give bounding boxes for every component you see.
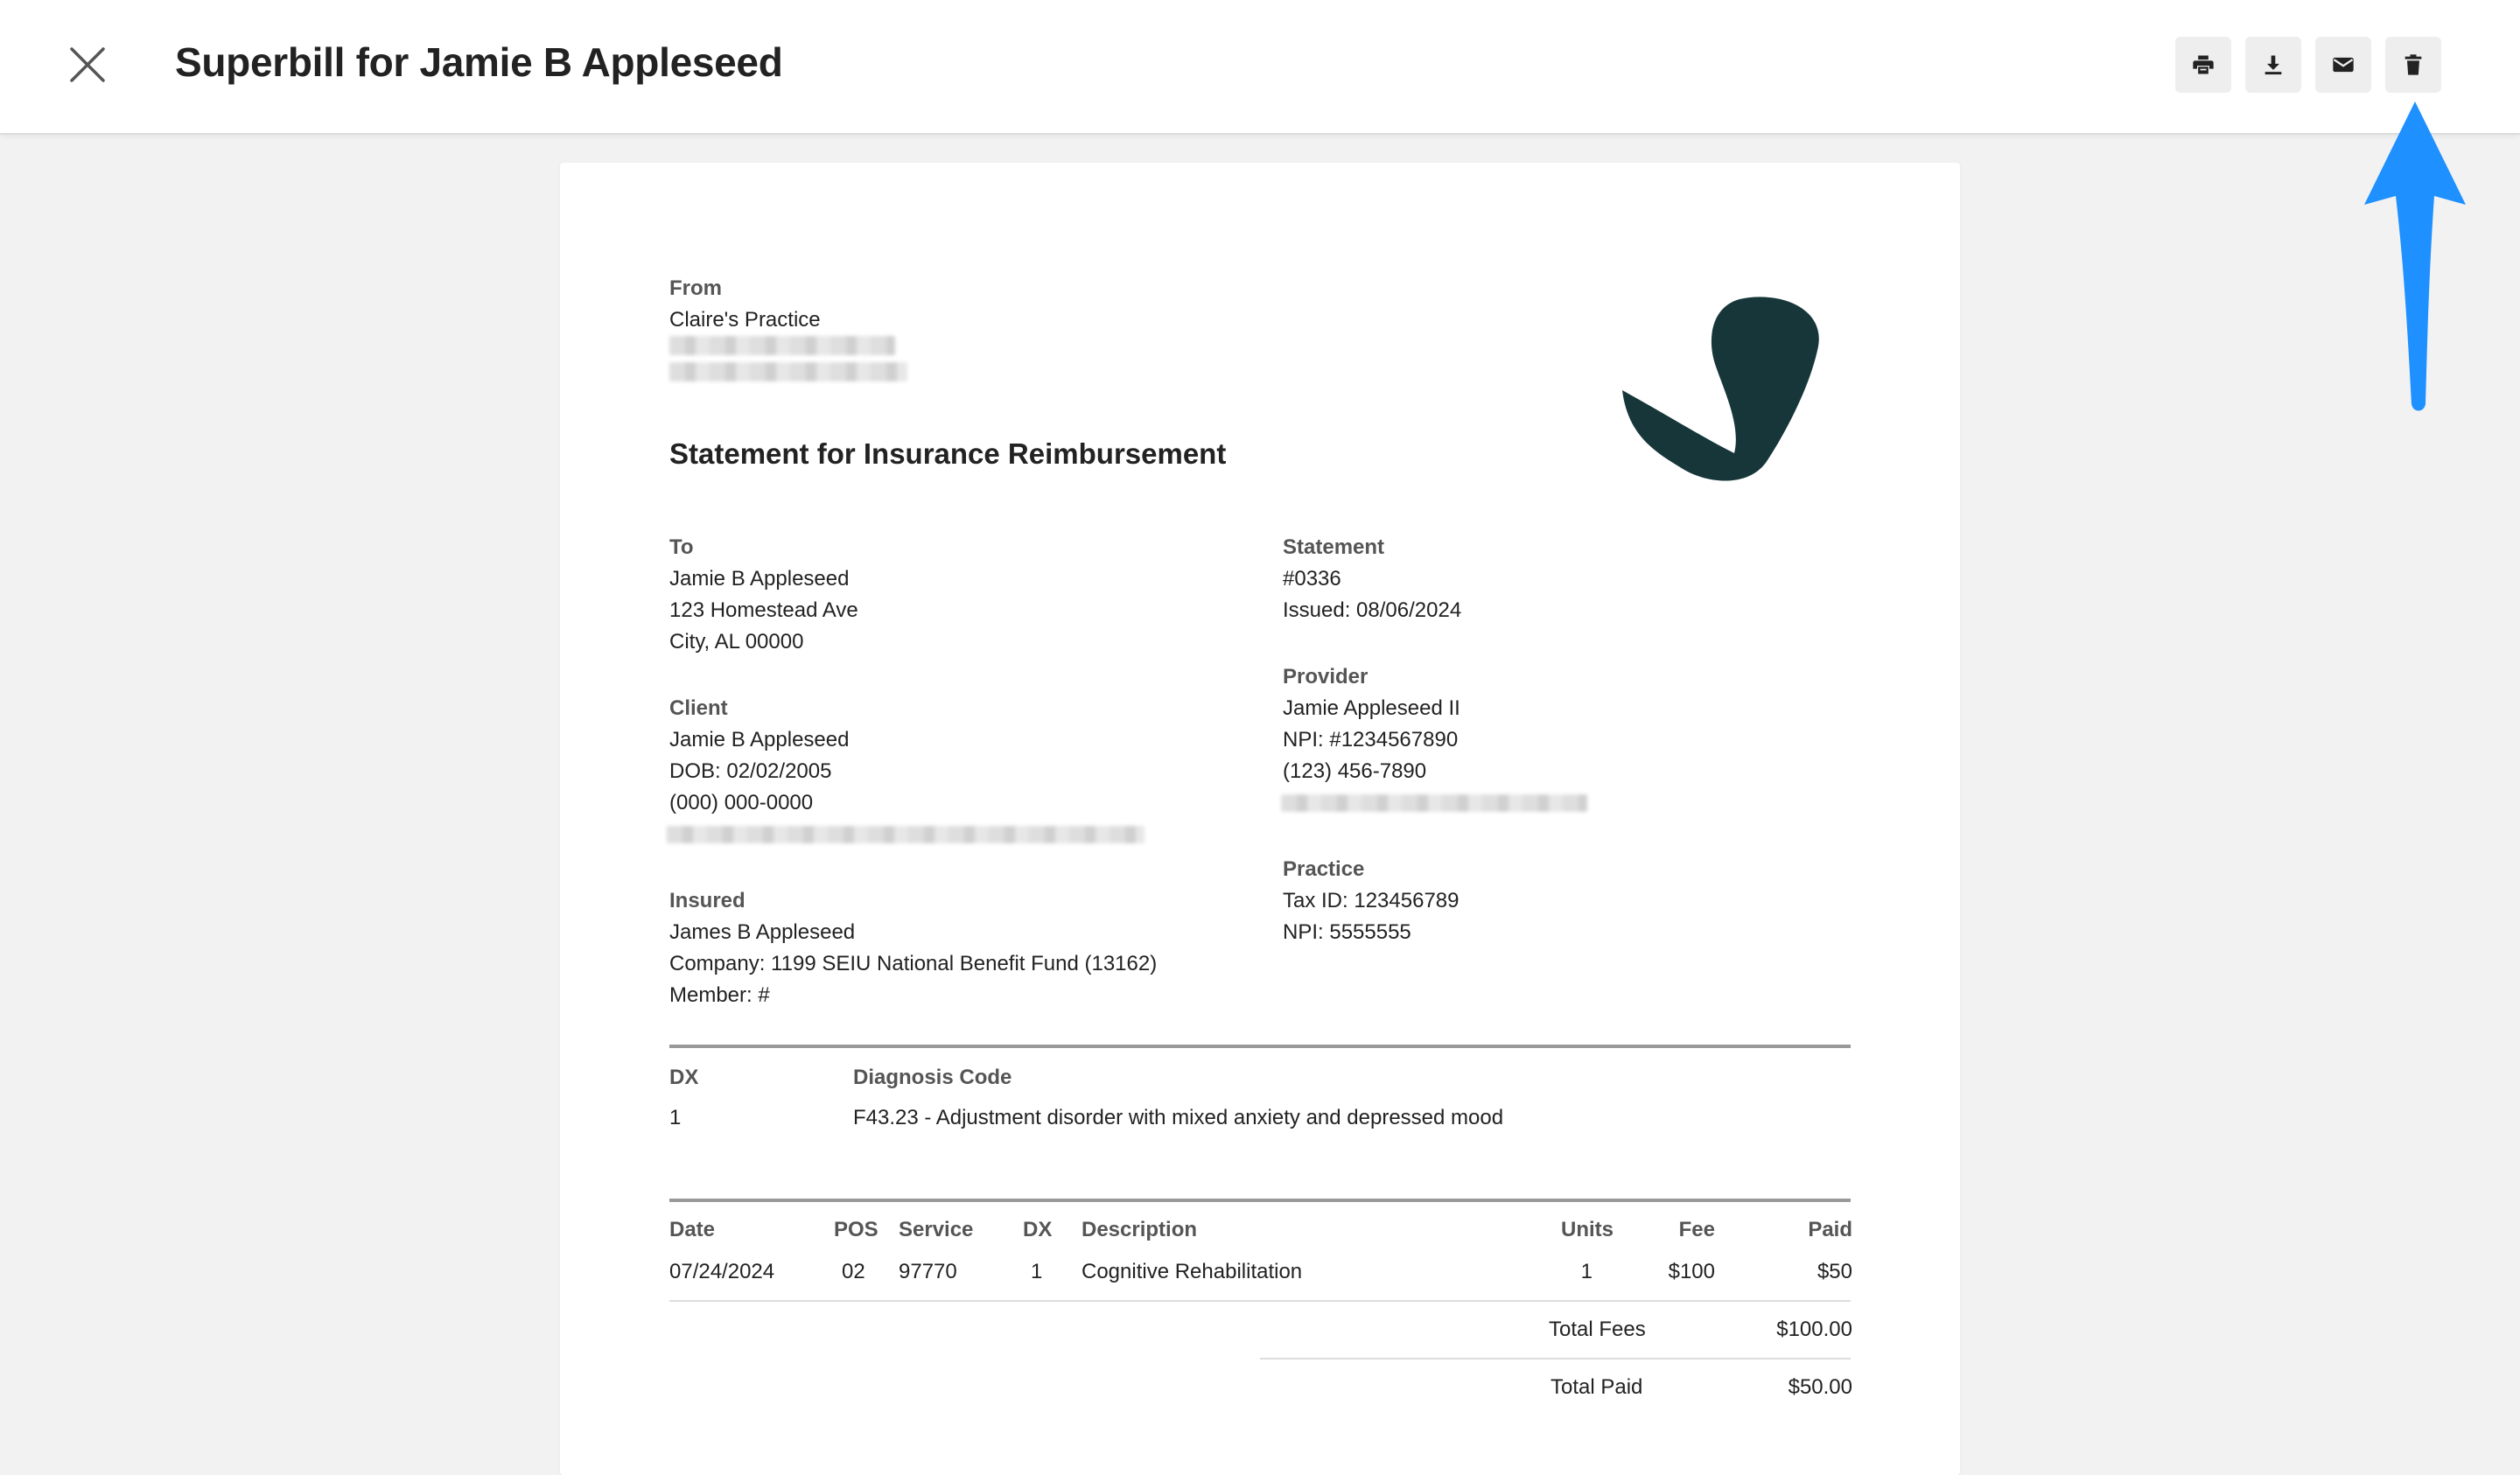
insured-name: James B Appleseed (669, 920, 856, 944)
download-button[interactable] (2245, 37, 2301, 93)
download-icon (2261, 52, 2286, 77)
client-name: Jamie B Appleseed (669, 728, 850, 751)
total-fees-value: $100.00 (1776, 1318, 1852, 1341)
date-header: Date (669, 1218, 716, 1241)
provider-phone: (123) 456-7890 (1283, 759, 1427, 783)
dx-header: DX (669, 1066, 699, 1089)
provider-name: Jamie Appleseed II (1283, 696, 1460, 720)
service-date-cell: 07/24/2024 (669, 1260, 775, 1283)
practice-logo (1619, 294, 1825, 486)
trash-icon (2401, 52, 2426, 77)
mail-icon (2331, 52, 2356, 77)
from-practice-name: Claire's Practice (669, 308, 821, 332)
description-header: Description (1082, 1218, 1198, 1241)
insured-company: Company: 1199 SEIU National Benefit Fund (13162) (669, 952, 1158, 975)
service-paid-cell: $50 (1816, 1260, 1852, 1283)
units-header: Units (1561, 1218, 1614, 1241)
redacted-address-line-1 (669, 336, 895, 355)
divider (669, 1300, 1851, 1302)
print-button[interactable] (2175, 37, 2231, 93)
statement-heading: Statement for Insurance Reimbursement (669, 437, 1227, 470)
dx-header: DX (1023, 1218, 1053, 1241)
pos-header: POS (834, 1218, 878, 1241)
divider (669, 1199, 1851, 1202)
client-label: Client (669, 696, 728, 720)
to-label: To (669, 535, 694, 559)
email-button[interactable] (2315, 37, 2371, 93)
service-units-cell: 1 (1580, 1260, 1592, 1283)
client-phone: (000) 000-0000 (669, 791, 814, 814)
to-address-line-1: 123 Homestead Ave (669, 598, 858, 622)
delete-button[interactable] (2385, 37, 2441, 93)
practice-npi: NPI: 5555555 (1283, 920, 1411, 944)
close-button[interactable] (63, 40, 112, 89)
fee-header: Fee (1678, 1218, 1715, 1241)
arrow-annotation-icon (2354, 96, 2476, 420)
diagnosis-code-cell: F43.23 - Adjustment disorder with mixed anxiety and depressed mood (853, 1106, 1504, 1129)
print-icon (2191, 52, 2216, 77)
total-paid-value: $50.00 (1788, 1375, 1852, 1399)
service-pos-cell: 02 (842, 1260, 865, 1283)
practice-label: Practice (1283, 857, 1365, 881)
practice-tax-id: Tax ID: 123456789 (1283, 889, 1460, 912)
superbill-document (560, 163, 1960, 1475)
close-icon (63, 40, 112, 89)
total-paid-label: Total Paid (1550, 1375, 1643, 1399)
divider (1260, 1358, 1851, 1360)
insured-member: Member: # (669, 983, 770, 1007)
to-address-line-2: City, AL 00000 (669, 630, 804, 654)
paid-header: Paid (1808, 1218, 1852, 1241)
provider-npi: NPI: #1234567890 (1283, 728, 1459, 751)
service-header: Service (899, 1218, 974, 1241)
total-fees-label: Total Fees (1549, 1318, 1646, 1341)
to-name: Jamie B Appleseed (669, 567, 850, 591)
service-description-cell: Cognitive Rehabilitation (1082, 1260, 1303, 1283)
statement-number: #0336 (1283, 567, 1341, 591)
redacted-client-email (667, 826, 1144, 843)
provider-label: Provider (1283, 665, 1368, 689)
statement-issued: Issued: 08/06/2024 (1283, 598, 1462, 622)
service-fee-cell: $100 (1668, 1260, 1715, 1283)
from-label: From (669, 276, 722, 300)
service-code-cell: 97770 (899, 1260, 957, 1283)
insured-label: Insured (669, 889, 746, 912)
statement-label: Statement (1283, 535, 1385, 559)
redacted-address-line-2 (669, 362, 907, 381)
divider (669, 1045, 1851, 1048)
service-dx-cell: 1 (1031, 1260, 1043, 1283)
diagnosis-code-header: Diagnosis Code (853, 1066, 1012, 1089)
page-title: Superbill for Jamie B Appleseed (175, 39, 783, 85)
diagnosis-dx-cell: 1 (669, 1106, 682, 1129)
top-bar (0, 0, 2520, 135)
client-dob: DOB: 02/02/2005 (669, 759, 832, 783)
redacted-provider-email (1281, 794, 1587, 812)
